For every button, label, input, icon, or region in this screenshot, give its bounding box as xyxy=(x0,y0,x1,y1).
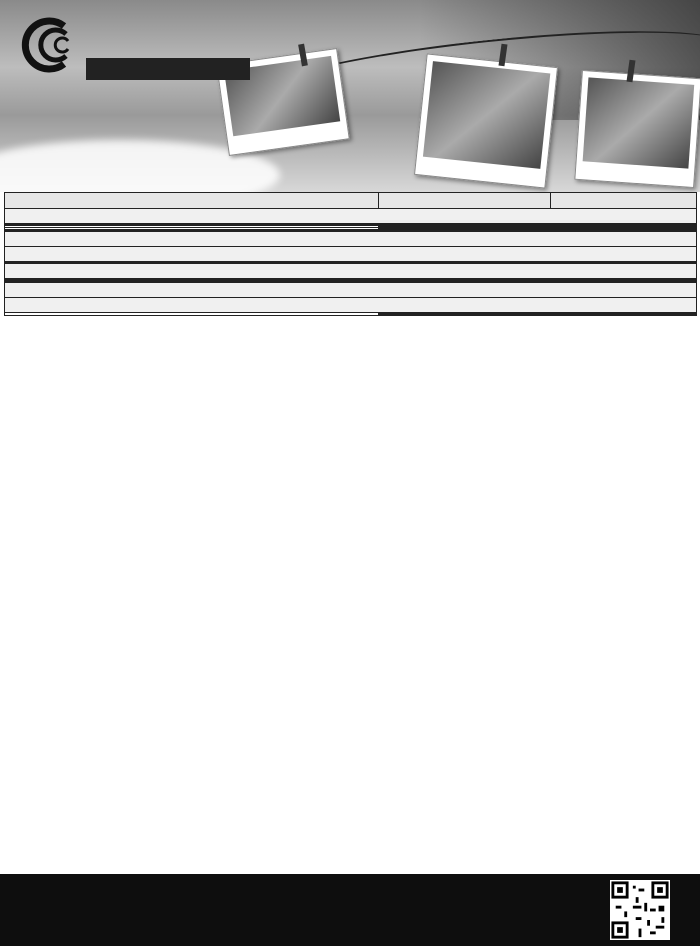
tour-schedule-table xyxy=(4,192,697,316)
trade-price xyxy=(551,315,697,316)
brand-swoosh-icon xyxy=(18,14,80,76)
brand-logo xyxy=(18,14,248,84)
section-row xyxy=(5,264,697,279)
header-banner xyxy=(0,0,700,192)
departure-date xyxy=(379,315,551,316)
photo-parliament xyxy=(574,70,700,188)
section-title xyxy=(5,209,697,224)
section-row xyxy=(5,232,697,247)
route-name xyxy=(5,313,379,316)
section-title xyxy=(5,298,697,313)
cps-logo-block xyxy=(598,24,698,72)
brand-name-en xyxy=(86,58,250,80)
column-header-price xyxy=(551,193,697,209)
photo-cliffs xyxy=(414,53,558,188)
column-header-route xyxy=(5,193,379,209)
column-header-date xyxy=(379,193,551,209)
section-row xyxy=(5,209,697,224)
section-row xyxy=(5,283,697,298)
section-title xyxy=(5,264,697,279)
footer-bar xyxy=(0,874,700,946)
section-title xyxy=(5,232,697,247)
section-row xyxy=(5,247,697,262)
section-title xyxy=(5,247,697,262)
qr-code-icon[interactable] xyxy=(610,880,670,940)
section-row xyxy=(5,298,697,313)
section-title xyxy=(5,283,697,298)
table-header-row xyxy=(5,193,697,209)
